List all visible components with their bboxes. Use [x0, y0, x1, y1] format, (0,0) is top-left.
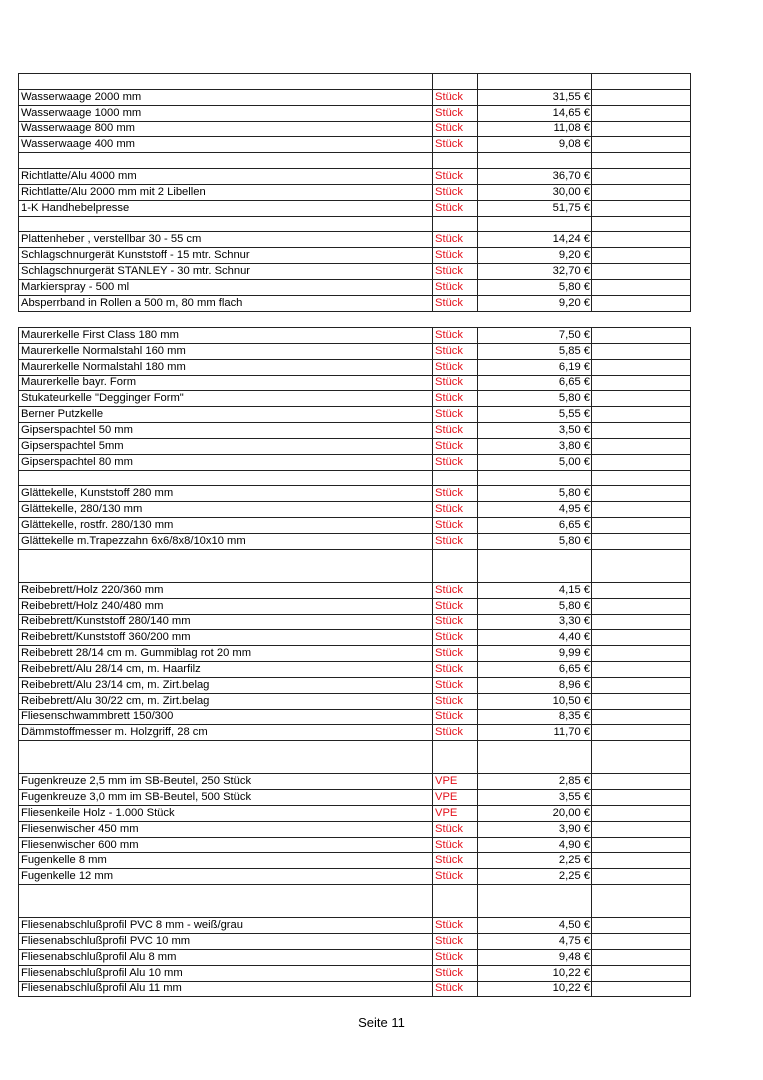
- extra-cell: [592, 774, 691, 790]
- price-cell: 32,70 €: [478, 264, 592, 280]
- item-name-cell: Wasserwaage 1000 mm: [19, 105, 433, 121]
- item-name-cell: Fugenkreuze 2,5 mm im SB-Beutel, 250 Stück: [19, 774, 433, 790]
- item-name-cell: Gipserspachtel 5mm: [19, 438, 433, 454]
- price-cell: 9,08 €: [478, 137, 592, 153]
- price-table-block-1: [18, 73, 691, 312]
- unit-cell: Stück: [433, 248, 478, 264]
- table-row: [19, 725, 691, 741]
- table-body: [19, 74, 691, 312]
- unit-cell: Stück: [433, 328, 478, 344]
- table-row: [19, 343, 691, 359]
- item-name-cell: [19, 74, 433, 90]
- unit-cell: [433, 549, 478, 582]
- extra-cell: [592, 169, 691, 185]
- table-row: [19, 184, 691, 200]
- item-name-cell: Fliesenkeile Holz - 1.000 Stück: [19, 805, 433, 821]
- price-cell: 7,50 €: [478, 328, 592, 344]
- item-name-cell: Plattenheber , verstellbar 30 - 55 cm: [19, 232, 433, 248]
- price-cell: 8,96 €: [478, 677, 592, 693]
- price-cell: 14,24 €: [478, 232, 592, 248]
- extra-cell: [592, 981, 691, 997]
- table-row: [19, 646, 691, 662]
- extra-cell: [592, 295, 691, 311]
- price-cell: [478, 153, 592, 169]
- unit-cell: Stück: [433, 837, 478, 853]
- extra-cell: [592, 885, 691, 918]
- extra-cell: [592, 105, 691, 121]
- item-name-cell: Glättekelle, rostfr. 280/130 mm: [19, 518, 433, 534]
- item-name-cell: Fliesenabschlußprofil PVC 8 mm - weiß/grau: [19, 918, 433, 934]
- price-cell: 6,65 €: [478, 518, 592, 534]
- unit-cell: Stück: [433, 89, 478, 105]
- item-name-cell: Richtlatte/Alu 2000 mm mit 2 Libellen: [19, 184, 433, 200]
- price-cell: [478, 74, 592, 90]
- price-cell: 10,50 €: [478, 693, 592, 709]
- unit-cell: VPE: [433, 805, 478, 821]
- price-cell: 5,55 €: [478, 407, 592, 423]
- extra-cell: [592, 677, 691, 693]
- item-name-cell: [19, 549, 433, 582]
- table-row: [19, 582, 691, 598]
- extra-cell: [592, 248, 691, 264]
- unit-cell: Stück: [433, 232, 478, 248]
- price-cell: 5,80 €: [478, 391, 592, 407]
- table-row: [19, 391, 691, 407]
- item-name-cell: [19, 153, 433, 169]
- table-row: [19, 137, 691, 153]
- unit-cell: VPE: [433, 774, 478, 790]
- unit-cell: [433, 470, 478, 486]
- unit-cell: Stück: [433, 438, 478, 454]
- price-cell: 5,85 €: [478, 343, 592, 359]
- table-row: [19, 934, 691, 950]
- extra-cell: [592, 518, 691, 534]
- unit-cell: Stück: [433, 869, 478, 885]
- table-row: [19, 949, 691, 965]
- item-name-cell: Gipserspachtel 80 mm: [19, 454, 433, 470]
- table-row: [19, 805, 691, 821]
- item-name-cell: Fliesenabschlußprofil PVC 10 mm: [19, 934, 433, 950]
- extra-cell: [592, 232, 691, 248]
- unit-cell: Stück: [433, 105, 478, 121]
- unit-cell: Stück: [433, 279, 478, 295]
- unit-cell: Stück: [433, 853, 478, 869]
- extra-cell: [592, 216, 691, 232]
- item-name-cell: Maurerkelle Normalstahl 160 mm: [19, 343, 433, 359]
- unit-cell: Stück: [433, 121, 478, 137]
- table-row: [19, 821, 691, 837]
- item-name-cell: Fliesenabschlußprofil Alu 11 mm: [19, 981, 433, 997]
- unit-cell: Stück: [433, 677, 478, 693]
- extra-cell: [592, 407, 691, 423]
- price-cell: 4,75 €: [478, 934, 592, 950]
- unit-cell: Stück: [433, 662, 478, 678]
- unit-cell: Stück: [433, 614, 478, 630]
- price-cell: 3,50 €: [478, 423, 592, 439]
- item-name-cell: Fliesenschwammbrett 150/300: [19, 709, 433, 725]
- unit-cell: VPE: [433, 790, 478, 806]
- unit-cell: Stück: [433, 949, 478, 965]
- item-name-cell: Reibebrett/Holz 240/480 mm: [19, 598, 433, 614]
- table-row: [19, 918, 691, 934]
- extra-cell: [592, 853, 691, 869]
- price-cell: 10,22 €: [478, 965, 592, 981]
- extra-cell: [592, 279, 691, 295]
- unit-cell: [433, 741, 478, 774]
- table-row: [19, 677, 691, 693]
- price-cell: 3,55 €: [478, 790, 592, 806]
- extra-cell: [592, 598, 691, 614]
- price-cell: 4,50 €: [478, 918, 592, 934]
- table-row: [19, 965, 691, 981]
- extra-cell: [592, 965, 691, 981]
- price-cell: 6,65 €: [478, 375, 592, 391]
- price-cell: 9,99 €: [478, 646, 592, 662]
- unit-cell: Stück: [433, 630, 478, 646]
- table-row: [19, 853, 691, 869]
- extra-cell: [592, 423, 691, 439]
- item-name-cell: Glättekelle, 280/130 mm: [19, 502, 433, 518]
- extra-cell: [592, 454, 691, 470]
- extra-cell: [592, 693, 691, 709]
- table-row: [19, 486, 691, 502]
- table-row: [19, 837, 691, 853]
- item-name-cell: Schlagschnurgerät STANLEY - 30 mtr. Schnur: [19, 264, 433, 280]
- unit-cell: Stück: [433, 169, 478, 185]
- table-row-empty: [19, 470, 691, 486]
- extra-cell: [592, 646, 691, 662]
- unit-cell: [433, 885, 478, 918]
- unit-cell: Stück: [433, 725, 478, 741]
- table-row: [19, 614, 691, 630]
- table-row: [19, 121, 691, 137]
- price-cell: 9,48 €: [478, 949, 592, 965]
- unit-cell: Stück: [433, 582, 478, 598]
- table-row-empty: [19, 741, 691, 774]
- unit-cell: [433, 153, 478, 169]
- extra-cell: [592, 264, 691, 280]
- unit-cell: Stück: [433, 423, 478, 439]
- item-name-cell: Fugenkelle 12 mm: [19, 869, 433, 885]
- extra-cell: [592, 153, 691, 169]
- price-cell: 4,15 €: [478, 582, 592, 598]
- price-cell: 30,00 €: [478, 184, 592, 200]
- unit-cell: Stück: [433, 965, 478, 981]
- table-row: [19, 598, 691, 614]
- item-name-cell: [19, 885, 433, 918]
- extra-cell: [592, 200, 691, 216]
- price-cell: [478, 216, 592, 232]
- item-name-cell: Dämmstoffmesser m. Holzgriff, 28 cm: [19, 725, 433, 741]
- item-name-cell: Reibebrett/Kunststoff 360/200 mm: [19, 630, 433, 646]
- extra-cell: [592, 741, 691, 774]
- price-cell: 3,80 €: [478, 438, 592, 454]
- unit-cell: Stück: [433, 454, 478, 470]
- table-row-empty: [19, 74, 691, 90]
- page-number: Seite 11: [358, 1015, 405, 1030]
- unit-cell: Stück: [433, 646, 478, 662]
- extra-cell: [592, 359, 691, 375]
- item-name-cell: Fugenkelle 8 mm: [19, 853, 433, 869]
- item-name-cell: Fliesenwischer 450 mm: [19, 821, 433, 837]
- table-row: [19, 454, 691, 470]
- price-cell: 2,25 €: [478, 869, 592, 885]
- table-row: [19, 533, 691, 549]
- unit-cell: Stück: [433, 264, 478, 280]
- unit-cell: Stück: [433, 533, 478, 549]
- extra-cell: [592, 805, 691, 821]
- table-row: [19, 200, 691, 216]
- item-name-cell: [19, 741, 433, 774]
- table-row: [19, 423, 691, 439]
- price-cell: 5,80 €: [478, 533, 592, 549]
- price-cell: [478, 549, 592, 582]
- extra-cell: [592, 725, 691, 741]
- table-row: [19, 407, 691, 423]
- extra-cell: [592, 709, 691, 725]
- price-cell: 14,65 €: [478, 105, 592, 121]
- price-cell: 9,20 €: [478, 248, 592, 264]
- item-name-cell: Schlagschnurgerät Kunststoff - 15 mtr. Schnur: [19, 248, 433, 264]
- unit-cell: Stück: [433, 598, 478, 614]
- item-name-cell: Reibebrett/Alu 30/22 cm, m. Zirt.belag: [19, 693, 433, 709]
- table-row: [19, 328, 691, 344]
- item-name-cell: 1-K Handhebelpresse: [19, 200, 433, 216]
- table-row: [19, 232, 691, 248]
- item-name-cell: Wasserwaage 800 mm: [19, 121, 433, 137]
- extra-cell: [592, 89, 691, 105]
- item-name-cell: Fliesenabschlußprofil Alu 10 mm: [19, 965, 433, 981]
- price-cell: 8,35 €: [478, 709, 592, 725]
- table-row: [19, 264, 691, 280]
- table-row-empty: [19, 885, 691, 918]
- unit-cell: Stück: [433, 359, 478, 375]
- item-name-cell: Maurerkelle bayr. Form: [19, 375, 433, 391]
- item-name-cell: Richtlatte/Alu 4000 mm: [19, 169, 433, 185]
- unit-cell: Stück: [433, 184, 478, 200]
- unit-cell: Stück: [433, 200, 478, 216]
- unit-cell: Stück: [433, 693, 478, 709]
- unit-cell: Stück: [433, 518, 478, 534]
- extra-cell: [592, 391, 691, 407]
- price-cell: 11,08 €: [478, 121, 592, 137]
- item-name-cell: Wasserwaage 400 mm: [19, 137, 433, 153]
- unit-cell: Stück: [433, 375, 478, 391]
- table-row-empty: [19, 216, 691, 232]
- item-name-cell: Fliesenwischer 600 mm: [19, 837, 433, 853]
- unit-cell: Stück: [433, 137, 478, 153]
- extra-cell: [592, 470, 691, 486]
- item-name-cell: Maurerkelle Normalstahl 180 mm: [19, 359, 433, 375]
- table-row: [19, 774, 691, 790]
- unit-cell: Stück: [433, 407, 478, 423]
- extra-cell: [592, 949, 691, 965]
- item-name-cell: Wasserwaage 2000 mm: [19, 89, 433, 105]
- table-row: [19, 869, 691, 885]
- extra-cell: [592, 837, 691, 853]
- price-cell: [478, 470, 592, 486]
- extra-cell: [592, 790, 691, 806]
- price-cell: 36,70 €: [478, 169, 592, 185]
- item-name-cell: Fliesenabschlußprofil Alu 8 mm: [19, 949, 433, 965]
- table-row-empty: [19, 549, 691, 582]
- item-name-cell: Fugenkreuze 3,0 mm im SB-Beutel, 500 Stück: [19, 790, 433, 806]
- unit-cell: Stück: [433, 391, 478, 407]
- item-name-cell: Markierspray - 500 ml: [19, 279, 433, 295]
- extra-cell: [592, 549, 691, 582]
- price-cell: 6,19 €: [478, 359, 592, 375]
- price-cell: 20,00 €: [478, 805, 592, 821]
- table-body: [19, 328, 691, 997]
- extra-cell: [592, 137, 691, 153]
- extra-cell: [592, 918, 691, 934]
- table-row: [19, 279, 691, 295]
- unit-cell: Stück: [433, 295, 478, 311]
- unit-cell: Stück: [433, 502, 478, 518]
- table-row: [19, 438, 691, 454]
- table-row: [19, 630, 691, 646]
- extra-cell: [592, 343, 691, 359]
- price-cell: 6,65 €: [478, 662, 592, 678]
- item-name-cell: Gipserspachtel 50 mm: [19, 423, 433, 439]
- extra-cell: [592, 662, 691, 678]
- extra-cell: [592, 375, 691, 391]
- item-name-cell: Reibebrett/Alu 28/14 cm, m. Haarfilz: [19, 662, 433, 678]
- price-cell: 2,85 €: [478, 774, 592, 790]
- extra-cell: [592, 614, 691, 630]
- price-cell: 31,55 €: [478, 89, 592, 105]
- item-name-cell: Glättekelle, Kunststoff 280 mm: [19, 486, 433, 502]
- extra-cell: [592, 438, 691, 454]
- price-cell: 4,40 €: [478, 630, 592, 646]
- price-cell: 3,30 €: [478, 614, 592, 630]
- table-row: [19, 662, 691, 678]
- table-row: [19, 248, 691, 264]
- price-cell: 11,70 €: [478, 725, 592, 741]
- extra-cell: [592, 74, 691, 90]
- price-cell: 4,95 €: [478, 502, 592, 518]
- table-row: [19, 105, 691, 121]
- extra-cell: [592, 184, 691, 200]
- price-cell: 10,22 €: [478, 981, 592, 997]
- item-name-cell: Reibebrett/Holz 220/360 mm: [19, 582, 433, 598]
- unit-cell: Stück: [433, 343, 478, 359]
- price-cell: 5,80 €: [478, 598, 592, 614]
- item-name-cell: Berner Putzkelle: [19, 407, 433, 423]
- table-row: [19, 359, 691, 375]
- price-cell: 51,75 €: [478, 200, 592, 216]
- item-name-cell: [19, 216, 433, 232]
- price-cell: 9,20 €: [478, 295, 592, 311]
- table-row: [19, 981, 691, 997]
- item-name-cell: Maurerkelle First Class 180 mm: [19, 328, 433, 344]
- price-cell: 5,80 €: [478, 486, 592, 502]
- price-cell: 4,90 €: [478, 837, 592, 853]
- item-name-cell: Absperrband in Rollen a 500 m, 80 mm flach: [19, 295, 433, 311]
- unit-cell: [433, 216, 478, 232]
- table-row: [19, 693, 691, 709]
- unit-cell: Stück: [433, 918, 478, 934]
- extra-cell: [592, 869, 691, 885]
- extra-cell: [592, 121, 691, 137]
- price-cell: 5,80 €: [478, 279, 592, 295]
- table-row: [19, 790, 691, 806]
- table-row: [19, 518, 691, 534]
- price-cell: [478, 741, 592, 774]
- item-name-cell: Reibebrett 28/14 cm m. Gummiblag rot 20 mm: [19, 646, 433, 662]
- price-cell: 2,25 €: [478, 853, 592, 869]
- extra-cell: [592, 582, 691, 598]
- unit-cell: Stück: [433, 981, 478, 997]
- extra-cell: [592, 533, 691, 549]
- extra-cell: [592, 934, 691, 950]
- extra-cell: [592, 486, 691, 502]
- unit-cell: Stück: [433, 934, 478, 950]
- item-name-cell: Reibebrett/Alu 23/14 cm, m. Zirt.belag: [19, 677, 433, 693]
- table-row: [19, 709, 691, 725]
- table-row-empty: [19, 153, 691, 169]
- item-name-cell: Stukateurkelle "Degginger Form": [19, 391, 433, 407]
- extra-cell: [592, 502, 691, 518]
- price-cell: 5,00 €: [478, 454, 592, 470]
- unit-cell: Stück: [433, 821, 478, 837]
- item-name-cell: Reibebrett/Kunststoff 280/140 mm: [19, 614, 433, 630]
- price-cell: [478, 885, 592, 918]
- price-table-block-2: [18, 327, 691, 997]
- unit-cell: Stück: [433, 486, 478, 502]
- item-name-cell: [19, 470, 433, 486]
- extra-cell: [592, 630, 691, 646]
- table-row: [19, 375, 691, 391]
- extra-cell: [592, 328, 691, 344]
- table-row: [19, 89, 691, 105]
- price-cell: 3,90 €: [478, 821, 592, 837]
- unit-cell: [433, 74, 478, 90]
- table-row: [19, 295, 691, 311]
- table-row: [19, 169, 691, 185]
- item-name-cell: Glättekelle m.Trapezzahn 6x6/8x8/10x10 mm: [19, 533, 433, 549]
- extra-cell: [592, 821, 691, 837]
- table-row: [19, 502, 691, 518]
- unit-cell: Stück: [433, 709, 478, 725]
